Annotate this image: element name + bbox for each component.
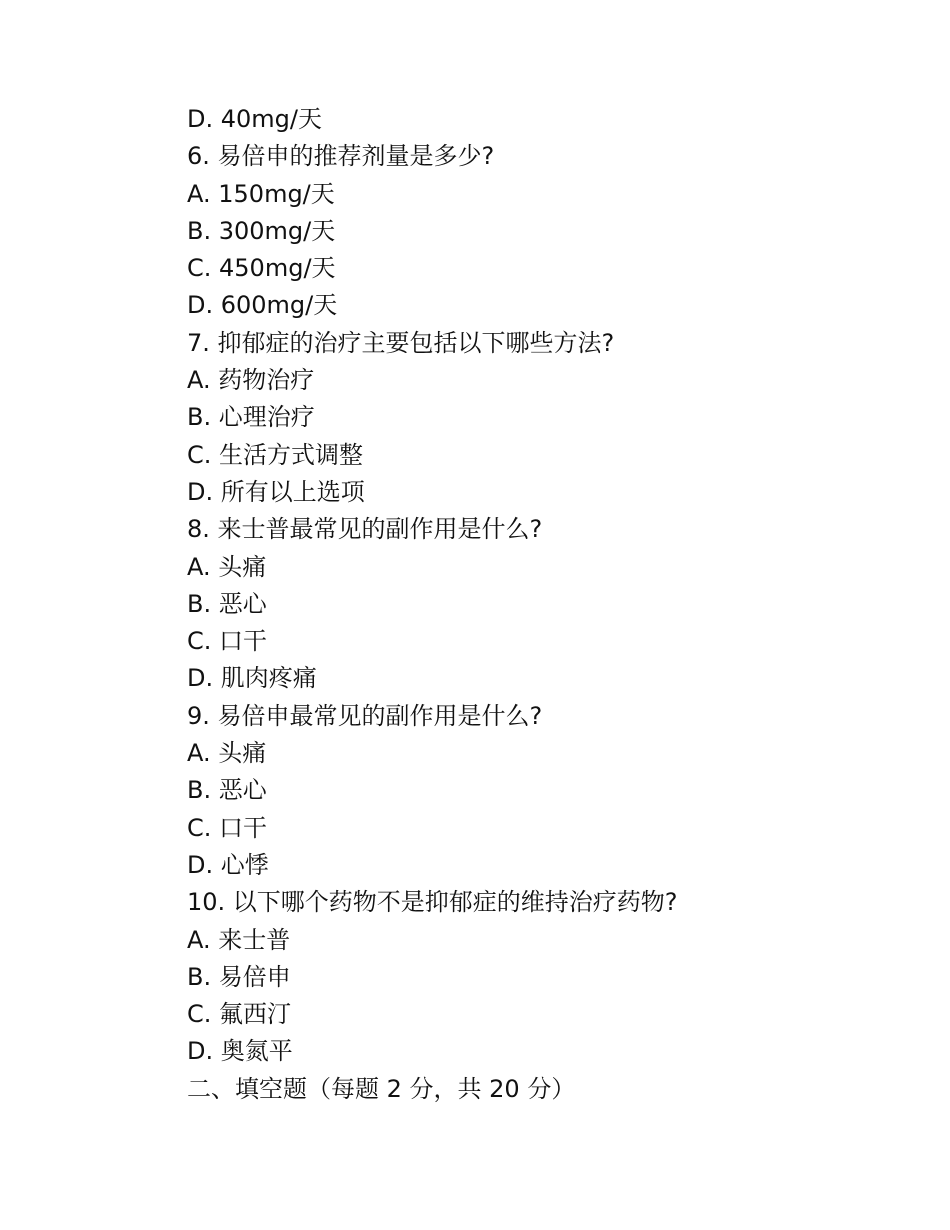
option-a-q7: A. 药物治疗 (187, 366, 315, 395)
option-d-q6: D. 600mg/天 (187, 291, 338, 320)
option-b-q10: B. 易倍申 (187, 962, 291, 991)
option-a-q10: A. 来士普 (187, 925, 291, 954)
option-a-q6: A. 150mg/天 (187, 179, 335, 208)
option-b-q7: B. 心理治疗 (187, 403, 315, 432)
option-c-q6: C. 450mg/天 (187, 254, 336, 283)
question-9: 9. 易倍申最常见的副作用是什么? (187, 701, 543, 730)
option-b-q8: B. 恶心 (187, 589, 267, 618)
option-c-q9: C. 口干 (187, 813, 268, 842)
option-c-q8: C. 口干 (187, 627, 268, 656)
option-d-q7: D. 所有以上选项 (187, 477, 365, 506)
question-7: 7. 抑郁症的治疗主要包括以下哪些方法? (187, 328, 615, 357)
question-6: 6. 易倍申的推荐剂量是多少? (187, 142, 495, 171)
option-d-q9: D. 心悸 (187, 850, 269, 879)
option-a-q8: A. 头痛 (187, 552, 267, 581)
option-c-q10: C. 氟西汀 (187, 1000, 292, 1029)
option-d-q8: D. 肌肉疼痛 (187, 664, 317, 693)
section-heading-fill-in: 二、填空题（每题 2 分，共 20 分） (187, 1074, 576, 1103)
question-8: 8. 来士普最常见的副作用是什么? (187, 515, 543, 544)
option-d-q5: D. 40mg/天 (187, 105, 322, 133)
option-a-q9: A. 头痛 (187, 739, 267, 768)
question-10: 10. 以下哪个药物不是抑郁症的维持治疗药物? (187, 888, 678, 917)
option-d-q10: D. 奥氮平 (187, 1037, 293, 1066)
quiz-content (187, 101, 887, 1108)
option-b-q6: B. 300mg/天 (187, 216, 336, 245)
option-c-q7: C. 生活方式调整 (187, 440, 364, 469)
option-b-q9: B. 恶心 (187, 776, 267, 805)
